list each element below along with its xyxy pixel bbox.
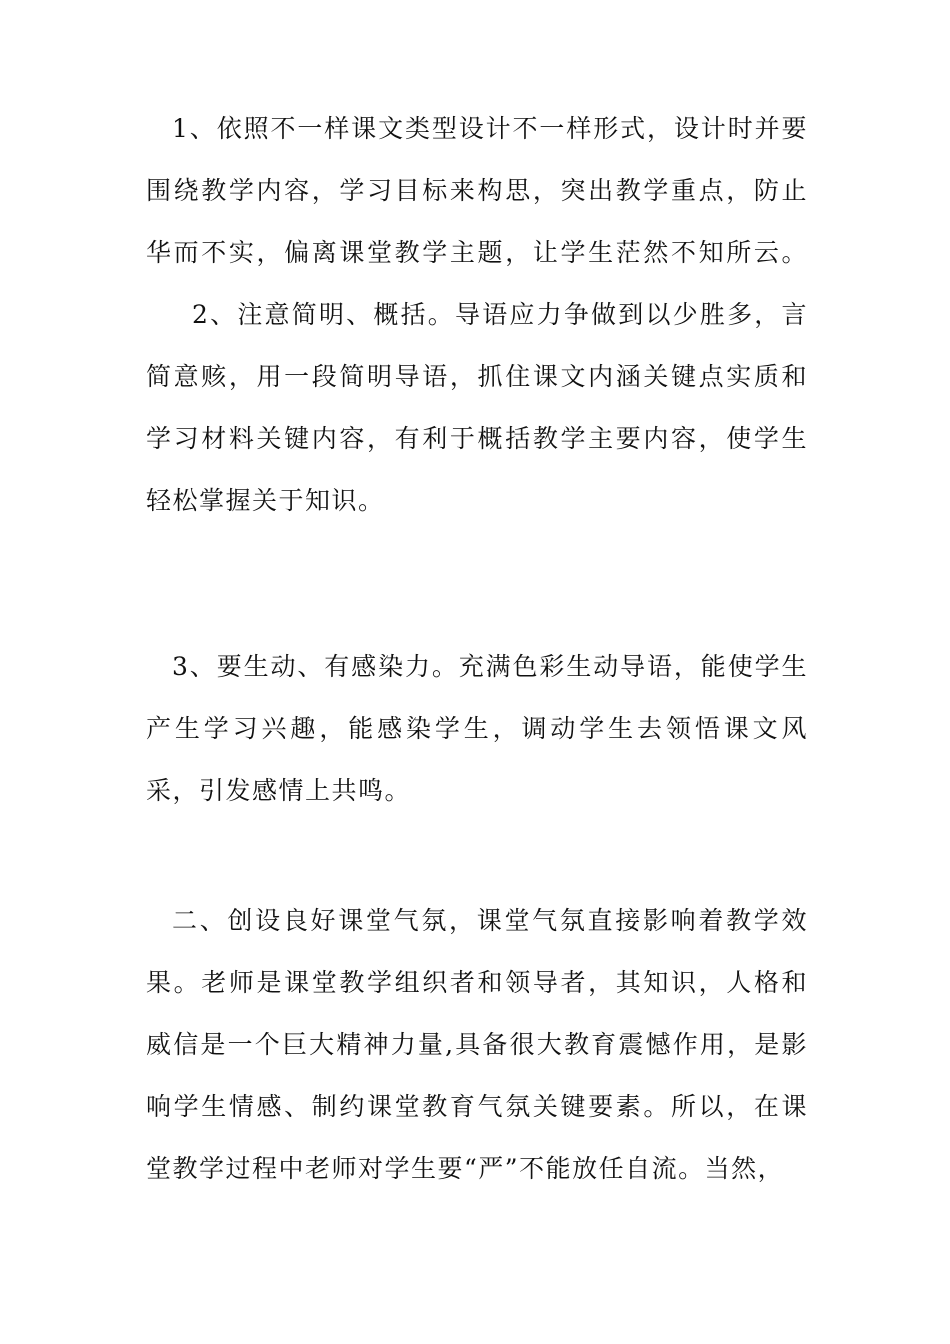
paragraph-part-design-forms: 1、依照不一样课文类型设计不一样形式，设计时并要围绕教学内容，学习目标来构思，突出教学重点，防止华而不实，偏离课堂教学主题，让学生茫然不知所云。	[146, 114, 808, 267]
paragraph-intro-design	[146, 98, 808, 532]
paragraph-classroom-atmosphere: 二、创设良好课堂气氛，课堂气氛直接影响着教学效果。老师是课堂教学组织者和领导者，其知识，人格和威信是一个巨大精神力量,具备很大教育震憾作用，是影响学生情感、制约课堂教育气氛关键要素。所以，在课堂教学过程中老师对学生要“严”不能放任自流。当然，	[146, 906, 808, 1183]
paragraph-part-concise: 2、注意简明、概括。导语应力争做到以少胜多，言简意赅，用一段简明导语，抓住课文内涵关键点实质和学习材料关键内容，有利于概括教学主要内容，使学生轻松掌握关于知识。	[146, 300, 808, 515]
paragraph-vivid: 3、要生动、有感染力。充满色彩生动导语，能使学生产生学习兴趣，能感染学生，调动学生去领悟课文风采，引发感情上共鸣。	[146, 652, 808, 805]
